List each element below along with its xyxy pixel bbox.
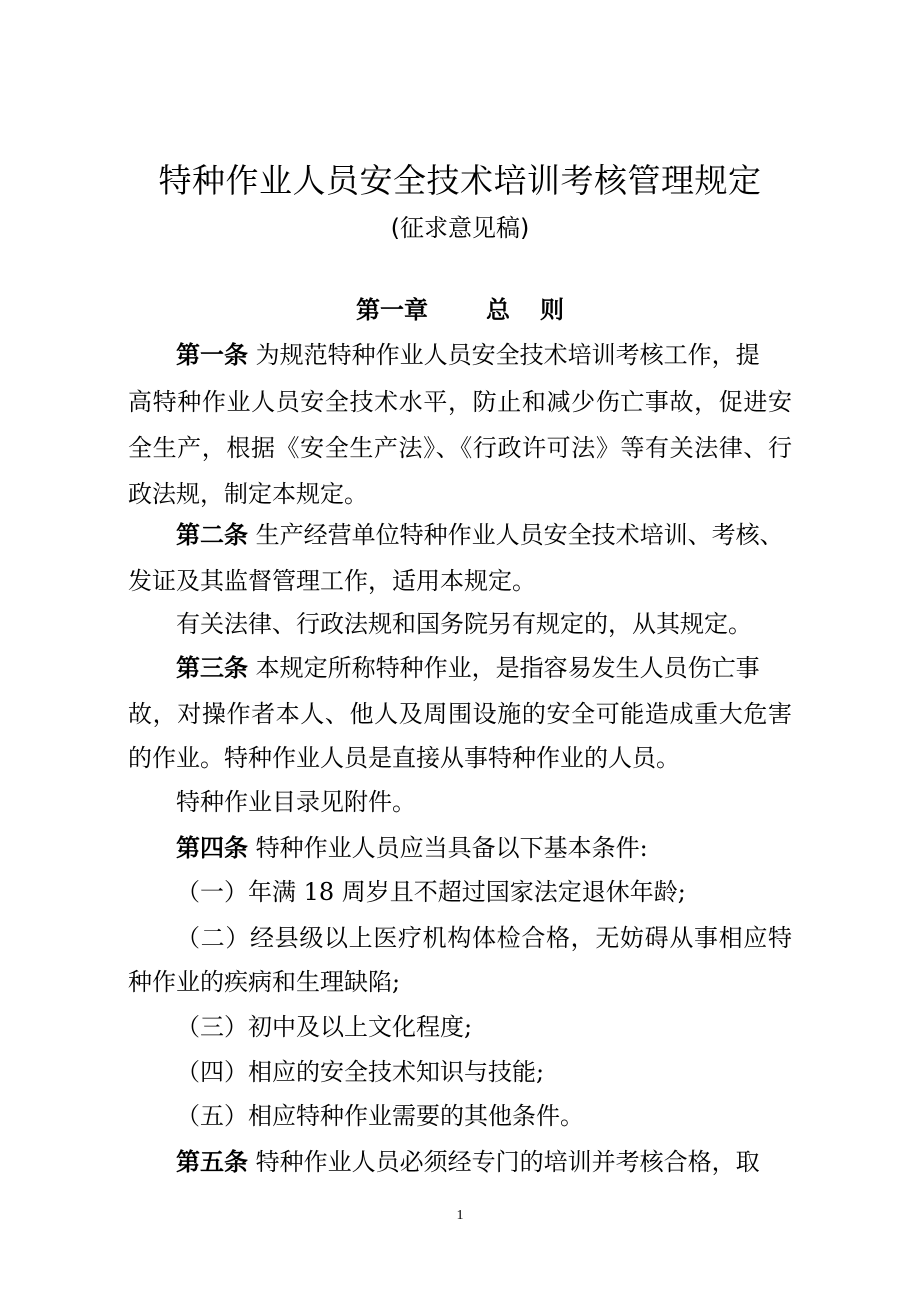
document-subtitle: (征求意见稿) — [390, 214, 530, 242]
article-4-item-2-continued: 种作业的疾病和生理缺陷; — [128, 968, 401, 996]
chapter-title-part-1: 总 — [486, 296, 510, 324]
article-4-label: 第四条 — [176, 834, 248, 862]
chapter-heading — [0, 290, 920, 330]
article-5-label: 第五条 — [176, 1148, 248, 1176]
article-2-text: 生产经营单位特种作业人员安全技术培训、考核、 — [255, 521, 784, 549]
article-2-paragraph-2: 有关法律、行政法规和国务院另有规定的，从其规定。 — [176, 610, 752, 638]
article-3-text: 本规定所称特种作业，是指容易发生人员伤亡事 — [255, 654, 760, 682]
article-3-line-3: 的作业。特种作业人员是直接从事特种作业的人员。 — [128, 744, 680, 772]
chapter-title-part-2: 则 — [540, 296, 564, 324]
document-title: 特种作业人员安全技术培训考核管理规定 — [158, 161, 762, 200]
article-4-item-1: （一）年满 18 周岁且不超过国家法定退休年龄; — [176, 878, 686, 906]
article-1-label: 第一条 — [176, 341, 248, 369]
article-2-first-line — [176, 515, 784, 555]
article-2-line-2: 发证及其监督管理工作，适用本规定。 — [128, 567, 536, 595]
article-4-item-3: （三）初中及以上文化程度; — [176, 1013, 473, 1041]
article-1-first-line — [176, 335, 760, 375]
article-5-first-line — [176, 1142, 760, 1182]
article-1-line-2: 高特种作业人员安全技术水平，防止和减少伤亡事故，促进安 — [128, 388, 792, 416]
article-1-line-4: 政法规，制定本规定。 — [128, 480, 368, 508]
article-3-first-line — [176, 648, 760, 688]
page-number: 1 — [456, 1208, 464, 1223]
article-1-line-3: 全生产，根据《安全生产法》、《行政许可法》等有关法律、行 — [128, 434, 792, 462]
article-4-item-5: （五）相应特种作业需要的其他条件。 — [176, 1102, 584, 1130]
article-4-item-4: （四）相应的安全技术知识与技能; — [176, 1058, 545, 1086]
chapter-number: 第一章 — [356, 296, 428, 324]
article-4-item-2: （二）经县级以上医疗机构体检合格，无妨碍从事相应特 — [176, 924, 792, 952]
article-3-paragraph-2: 特种作业目录见附件。 — [176, 788, 416, 816]
article-3-label: 第三条 — [176, 654, 248, 682]
article-2-label: 第二条 — [176, 521, 248, 549]
article-3-line-2: 故，对操作者本人、他人及周围设施的安全可能造成重大危害 — [128, 700, 792, 728]
article-1-text: 为规范特种作业人员安全技术培训考核工作，提 — [255, 341, 760, 369]
article-4-text: 特种作业人员应当具备以下基本条件: — [255, 834, 648, 862]
article-5-text: 特种作业人员必须经专门的培训并考核合格，取 — [255, 1148, 760, 1176]
article-4-first-line — [176, 828, 648, 868]
